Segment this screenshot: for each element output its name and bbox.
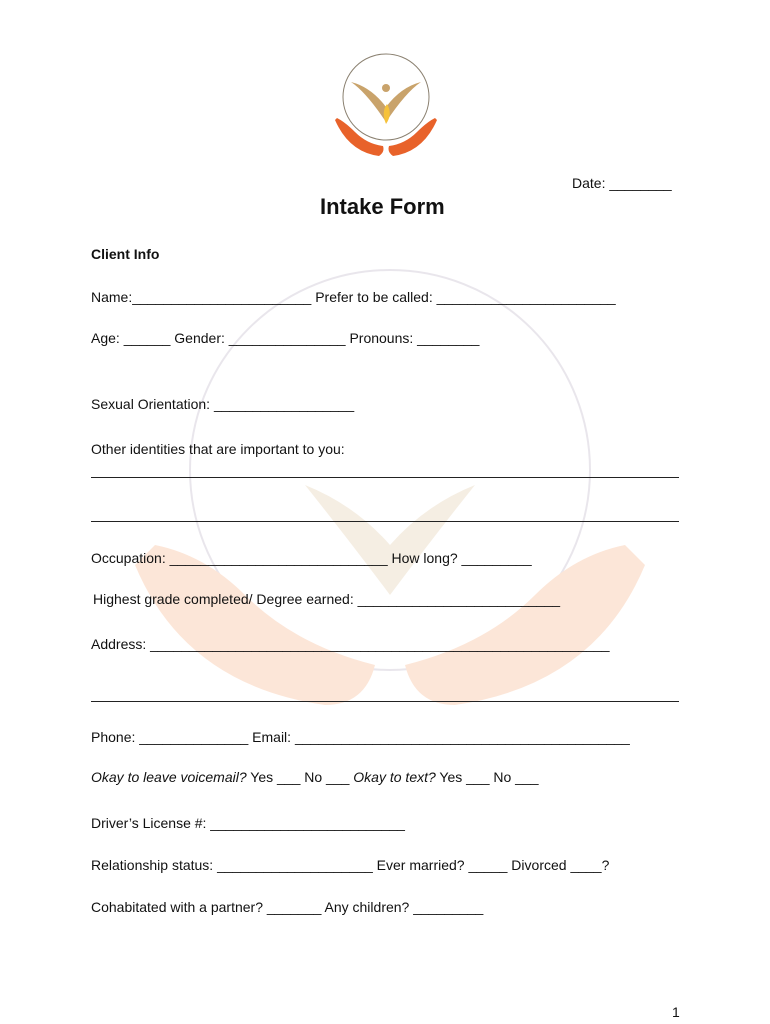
occupation-line: Occupation: ____________________________ How long? _________ (91, 550, 532, 566)
answer-rule-1 (91, 477, 679, 478)
phoenix-logo-image (331, 52, 441, 162)
other-identities-line: Other identities that are important to you: (91, 441, 345, 457)
text-question: Okay to text? (353, 769, 436, 785)
sexual-orientation-line: Sexual Orientation: __________________ (91, 396, 355, 412)
contact-permissions-line (91, 769, 539, 785)
drivers-license-line: Driver’s License #: _________________________ (91, 815, 405, 831)
highest-grade-line: Highest grade completed/ Degree earned: __________________________ (93, 591, 561, 607)
address-rule-2 (91, 701, 679, 702)
name-line: Name:_______________________ Prefer to be called: _______________________ (91, 289, 616, 305)
date-field-label: Date: ________ (572, 175, 672, 191)
voicemail-question: Okay to leave voicemail? (91, 769, 247, 785)
voicemail-answer: Yes ___ No ___ (246, 769, 354, 785)
phone-email-line: Phone: ______________ Email: ___________________________________________ (91, 729, 630, 745)
age-gender-pronouns-line: Age: ______ Gender: _______________ Pronouns: ________ (91, 330, 480, 346)
section-heading-client-info: Client Info (91, 246, 160, 262)
text-answer: Yes ___ No ___ (435, 769, 539, 785)
cohabitated-children-line: Cohabitated with a partner? _______ Any children? _________ (91, 899, 484, 915)
page-title: Intake Form (320, 194, 445, 219)
page-number: 1 (672, 1004, 680, 1020)
answer-rule-2 (91, 521, 679, 522)
address-line: Address: ___________________________________________________________ (91, 636, 610, 652)
relationship-status-line: Relationship status: ____________________ Ever married? _____ Divorced ____? (91, 857, 610, 873)
